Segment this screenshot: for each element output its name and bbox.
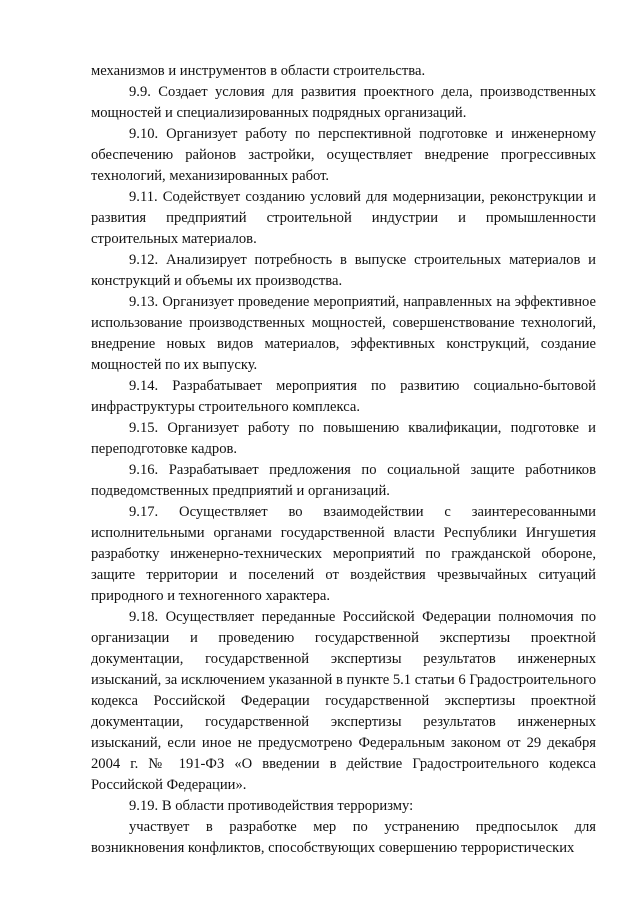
- paragraph-9-16: 9.16. Разрабатывает предложения по социальной защите работников подведомственных предприятий и организаций.: [91, 462, 596, 499]
- paragraph-9-11: 9.11. Содействует созданию условий для модернизации, реконструкции и развития предприятий строительной индустрии и промышленности строительных материалов.: [91, 189, 596, 247]
- paragraph-9-15: 9.15. Организует работу по повышению квалификации, подготовке и переподготовке кадров.: [91, 420, 596, 457]
- paragraph-9-9: 9.9. Создает условия для развития проектного дела, производственных мощностей и специализированных подрядных организаций.: [91, 84, 596, 121]
- paragraph-9-10: 9.10. Организует работу по перспективной подготовке и инженерному обеспечению районов застройки, осуществляет внедрение прогрессивных технологий, механизированных работ.: [91, 126, 596, 184]
- paragraph-9-19: 9.19. В области противодействия терроризму:: [129, 798, 414, 814]
- paragraph-9-13: 9.13. Организует проведение мероприятий, направленных на эффективное использование производственных мощностей, совершенствование технологий, внедрение новых видов материалов, эффективных конструкций, создание мощностей по их выпуску.: [91, 294, 596, 373]
- paragraph-9-14: 9.14. Разрабатывает мероприятия по развитию социально-бытовой инфраструктуры строительного комплекса.: [91, 378, 596, 415]
- paragraph-9-17: 9.17. Осуществляет во взаимодействии с заинтересованными исполнительными органами государственной власти Республики Ингушетия разработку инженерно-технических мероприятий по гражданской обороне, защите территории и поселений от воздействия чрезвычайных ситуаций природного и техногенного характера.: [91, 504, 596, 604]
- paragraph-continuation: механизмов и инструментов в области строительства.: [91, 63, 426, 79]
- paragraph-9-19-item: участвует в разработке мер по устранению предпосылок для возникновения конфликтов, способствующих совершению террористических: [91, 819, 596, 856]
- paragraph-9-18: 9.18. Осуществляет переданные Российской Федерации полномочия по организации и проведению государственной экспертизы проектной документации, государственной экспертизы результатов инженерных изысканий, за исключением указанной в пункте 5.1 статьи 6 Градостроительного кодекса Российской Федерации государственной экспертизы проектной документации, государственной экспертизы результатов инженерных изысканий, если иное не предусмотрено Федеральным законом от 29 декабря 2004 г. № 191-ФЗ «О введении в действие Градостроительного кодекса Российской Федерации».: [91, 609, 596, 793]
- paragraph-9-12: 9.12. Анализирует потребность в выпуске строительных материалов и конструкций и объемы их производства.: [91, 252, 596, 289]
